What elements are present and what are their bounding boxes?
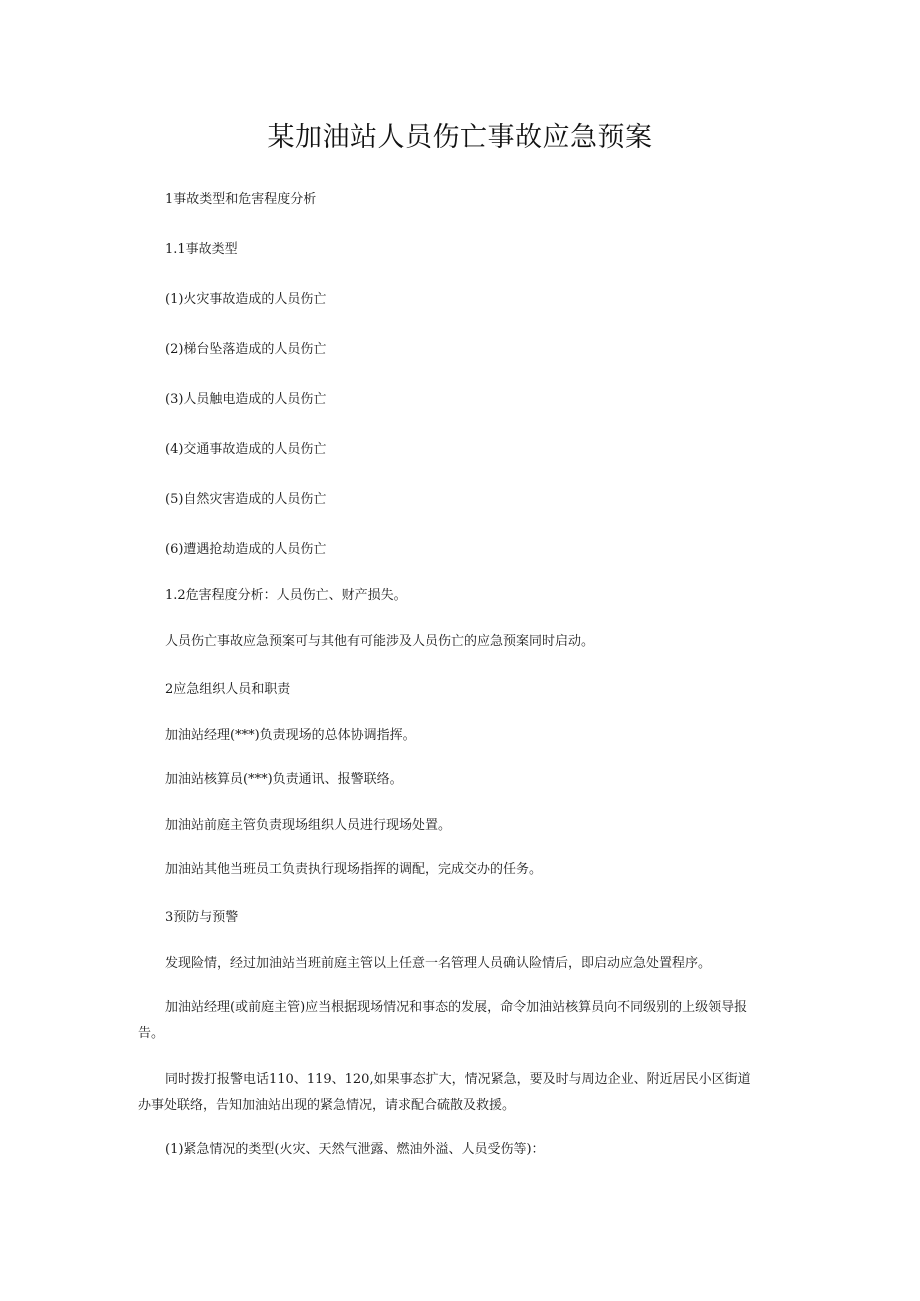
section-heading-2: 2应急组织人员和职责	[165, 682, 291, 697]
body-paragraph: 人员伤亡事故应急预案可与其他有可能涉及人员伤亡的应急预案同时启动。	[165, 634, 595, 649]
body-paragraph: 发现险情，经过加油站当班前庭主管以上任意一名管理人员确认险情后，即启动应急处置程序。	[165, 956, 712, 971]
list-item: (2)梯台坠落造成的人员伤亡	[165, 342, 327, 357]
body-paragraph: 加油站其他当班员工负责执行现场指挥的调配，完成交办的任务。	[165, 862, 543, 877]
list-item: (5)自然灾害造成的人员伤亡	[165, 492, 327, 507]
body-paragraph: 加油站核算员(***)负责通讯、报警联络。	[165, 772, 403, 787]
list-item: (1)火灾事故造成的人员伤亡	[165, 292, 327, 307]
list-item: (4)交通事故造成的人员伤亡	[165, 442, 327, 457]
section-heading-1: 1事故类型和危害程度分析	[165, 192, 317, 207]
body-paragraph: 加油站经理(或前庭主管)应当根据现场情况和事态的发展，命令加油站核算员向不同级别的上级领导报告。	[138, 1000, 748, 1041]
body-paragraph: 加油站前庭主管负责现场组织人员进行现场处置。	[165, 818, 452, 833]
list-item: (1)紧急情况的类型(火灾、天然气泄露、燃油外溢、人员受伤等)：	[165, 1142, 545, 1157]
list-item: (3)人员触电造成的人员伤亡	[165, 392, 327, 407]
body-paragraph: 同时拨打报警电话110、119、120,如果事态扩大，情况紧急，要及时与周边企业、附近居民小区街道办事处联络，告知加油站出现的紧急情况，请求配合硫散及救援。	[138, 1072, 751, 1113]
document-title: 某加油站人员伤亡事故应急预案	[267, 122, 653, 153]
section-heading-3: 3预防与预警	[165, 910, 239, 925]
body-paragraph: 加油站经理(***)负责现场的总体协调指挥。	[165, 728, 416, 743]
subsection-heading-1-1: 1.1事故类型	[165, 242, 238, 257]
subsection-heading-1-2: 1.2危害程度分析：人员伤亡、财产损失。	[165, 588, 407, 603]
list-item: (6)遭遇抢劫造成的人员伤亡	[165, 542, 327, 557]
